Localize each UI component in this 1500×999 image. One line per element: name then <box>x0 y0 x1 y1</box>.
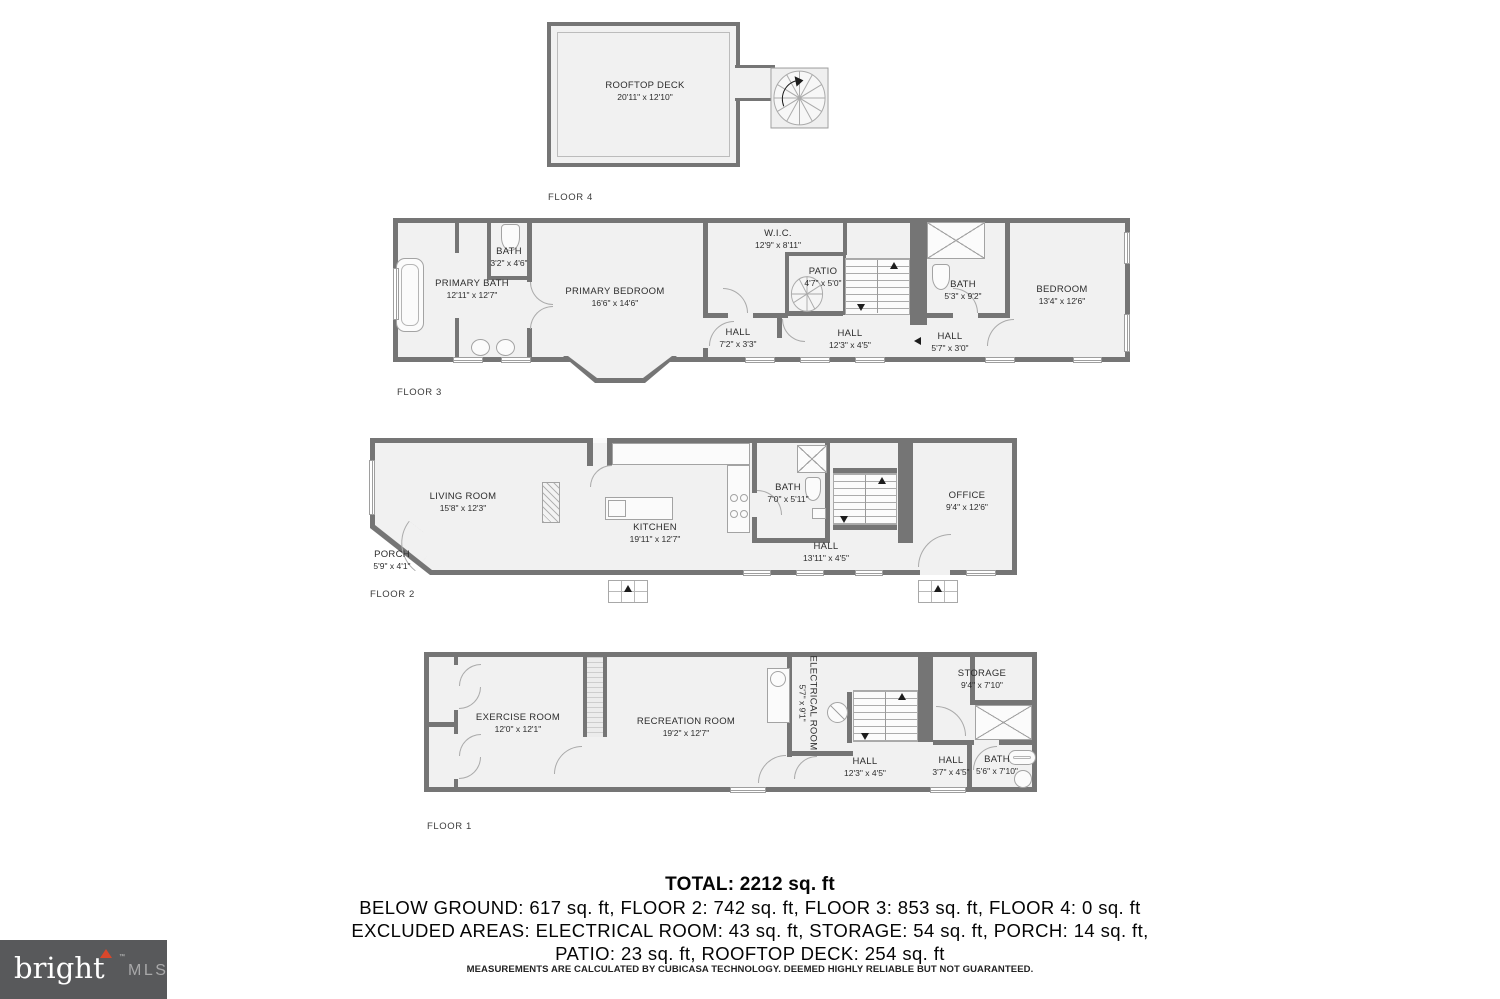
wall <box>454 657 458 665</box>
window <box>1073 357 1102 363</box>
stair-rail <box>865 475 866 523</box>
stairs-up-arrow <box>898 693 906 700</box>
floorplan-floor-4 <box>547 22 837 172</box>
window <box>985 357 1015 363</box>
stove-burner <box>740 510 748 518</box>
room-label-hall-f3-center: HALL 12'3" x 4'5" <box>829 328 871 350</box>
wall <box>455 318 459 362</box>
sink <box>770 671 786 687</box>
logo-trademark: ™ <box>119 954 125 960</box>
wall <box>703 223 708 318</box>
floorplan-floor-2 <box>368 432 1020 604</box>
window <box>966 570 996 576</box>
wall <box>833 525 897 530</box>
shower <box>927 222 985 259</box>
window <box>855 570 883 576</box>
stove-burner <box>730 494 738 502</box>
entry-arrow <box>914 337 921 345</box>
sink <box>812 508 826 519</box>
fireplace <box>542 482 560 523</box>
sink <box>496 339 515 356</box>
stairs-down-arrow <box>861 733 869 740</box>
wall <box>527 223 532 282</box>
stairs-down-arrow <box>840 516 848 523</box>
window <box>453 357 483 363</box>
room-label-primary-bath: PRIMARY BATH 12'11" x 12'7" <box>435 278 509 300</box>
stairs-up-arrow <box>890 262 898 269</box>
wall <box>752 438 757 493</box>
window <box>930 787 966 793</box>
spiral-staircase-icon <box>770 67 829 129</box>
water-heater <box>827 702 848 723</box>
window <box>743 570 771 576</box>
room-label-exercise-room: EXERCISE ROOM 12'0" x 12'1" <box>475 712 561 734</box>
summary-floors-line: BELOW GROUND: 617 sq. ft, FLOOR 2: 742 sq. ft, FLOOR 3: 853 sq. ft, FLOOR 4: 0 sq. ft <box>359 897 1141 918</box>
window <box>1124 232 1130 264</box>
stairs-down-arrow <box>857 304 865 311</box>
bright-mls-logo <box>0 940 167 999</box>
door-opening <box>920 570 950 575</box>
wall <box>735 98 775 101</box>
room-label-rooftop-deck: ROOFTOP DECK 20'11" x 12'10" <box>605 80 685 102</box>
summary-excluded-line-1: EXCLUDED AREAS: ELECTRICAL ROOM: 43 sq. ft, STORAGE: 54 sq. ft, PORCH: 14 sq. ft, <box>351 920 1149 941</box>
room-label-hall-f2: HALL 13'11" x 4'5" <box>803 541 849 563</box>
window <box>393 268 399 320</box>
room-label-storage: STORAGE 9'4" x 7'10" <box>957 668 1007 690</box>
window <box>800 357 830 363</box>
kitchen-counter <box>612 443 750 465</box>
wall <box>927 313 953 318</box>
bay-window-inner <box>568 356 672 378</box>
room-label-bath-f1: BATH 5'6" x 7'10" <box>976 754 1018 776</box>
room-label-hall-f3-right: HALL 5'7" x 3'0" <box>931 331 969 353</box>
logo-brand-text: bright <box>14 951 105 985</box>
wall <box>785 252 845 256</box>
room-label-bath-f3: BATH 5'3" x 9'2" <box>944 279 982 301</box>
summary-total: TOTAL: 2212 sq. ft <box>665 874 835 895</box>
summary-excluded-line-2: PATIO: 23 sq. ft, ROOFTOP DECK: 254 sq. ft <box>555 943 945 964</box>
stair-rail <box>877 260 878 313</box>
room-label-porch: PORCH 5'9" x 4'1" <box>373 549 411 571</box>
entry-arrow <box>934 585 942 592</box>
wall-chase <box>587 657 603 737</box>
wall <box>847 692 852 743</box>
logo-roof-icon <box>100 949 112 958</box>
room-label-hall-f1-right: HALL 3'7" x 4'5" <box>932 755 970 777</box>
window <box>796 570 824 576</box>
room-label-bedroom: BEDROOM 13'4" x 12'6" <box>1036 284 1088 306</box>
island-sink <box>608 500 626 517</box>
window <box>1124 314 1130 352</box>
wall <box>843 223 847 255</box>
floor-tag-3: FLOOR 3 <box>397 387 442 398</box>
window <box>855 357 885 363</box>
room-label-electrical-room: ELECTRICAL ROOM 5'7" x 9'1" <box>797 655 819 751</box>
window <box>730 787 766 793</box>
wall <box>455 223 459 253</box>
wall <box>703 348 708 362</box>
wall-column <box>898 438 913 543</box>
room-label-bath-small: BATH 3'2" x 4'6" <box>490 246 528 268</box>
door-opening <box>593 438 607 443</box>
shower <box>975 705 1032 740</box>
wall <box>978 313 1008 318</box>
room-label-bath-f2: BATH 7'0" x 5'11" <box>767 482 809 504</box>
room-label-office: OFFICE 9'4" x 12'6" <box>946 490 988 512</box>
wall <box>999 740 1037 745</box>
sink <box>471 339 490 356</box>
wall <box>703 313 728 318</box>
floor-tag-4: FLOOR 4 <box>548 192 593 203</box>
room-label-living-room: LIVING ROOM 15'8" x 12'3" <box>429 491 497 513</box>
summary-disclaimer: MEASUREMENTS ARE CALCULATED BY CUBICASA TECHNOLOGY. DEEMED HIGHLY RELIABLE BUT NOT GUARANTEED. <box>466 964 1034 975</box>
stove-burner <box>730 510 738 518</box>
wall <box>753 313 788 318</box>
wall <box>454 779 458 787</box>
window <box>745 357 775 363</box>
room-label-kitchen: KITCHEN 19'11" x 12'7" <box>629 522 681 544</box>
wall-column <box>910 218 927 325</box>
stair-rail <box>885 692 886 740</box>
room-label-hall-f1-center: HALL 12'3" x 4'5" <box>844 756 886 778</box>
stairs-up-arrow <box>878 477 886 484</box>
floor-tag-1: FLOOR 1 <box>427 821 472 832</box>
wall <box>429 722 458 727</box>
logo-suffix-text: MLS <box>128 962 169 979</box>
room-label-recreation-room: RECREATION ROOM 19'2" x 12'7" <box>636 716 736 738</box>
bathtub <box>396 258 424 332</box>
wall <box>1005 218 1010 318</box>
floor-tag-2: FLOOR 2 <box>370 589 415 600</box>
wall <box>603 653 607 737</box>
deck-walkway <box>733 68 775 98</box>
window <box>501 357 531 363</box>
room-label-wic: W.I.C. 12'9" x 8'11" <box>755 228 801 250</box>
wall-column <box>918 652 933 742</box>
stove-burner <box>740 494 748 502</box>
entry-arrow <box>624 585 632 592</box>
room-label-primary-bedroom: PRIMARY BEDROOM 16'6" x 14'6" <box>565 286 665 308</box>
room-label-hall-f3-left: HALL 7'2" x 3'3" <box>719 327 757 349</box>
window <box>369 460 375 515</box>
shower <box>797 445 827 473</box>
room-label-patio: PATIO 4'7" x 5'0" <box>804 266 842 288</box>
